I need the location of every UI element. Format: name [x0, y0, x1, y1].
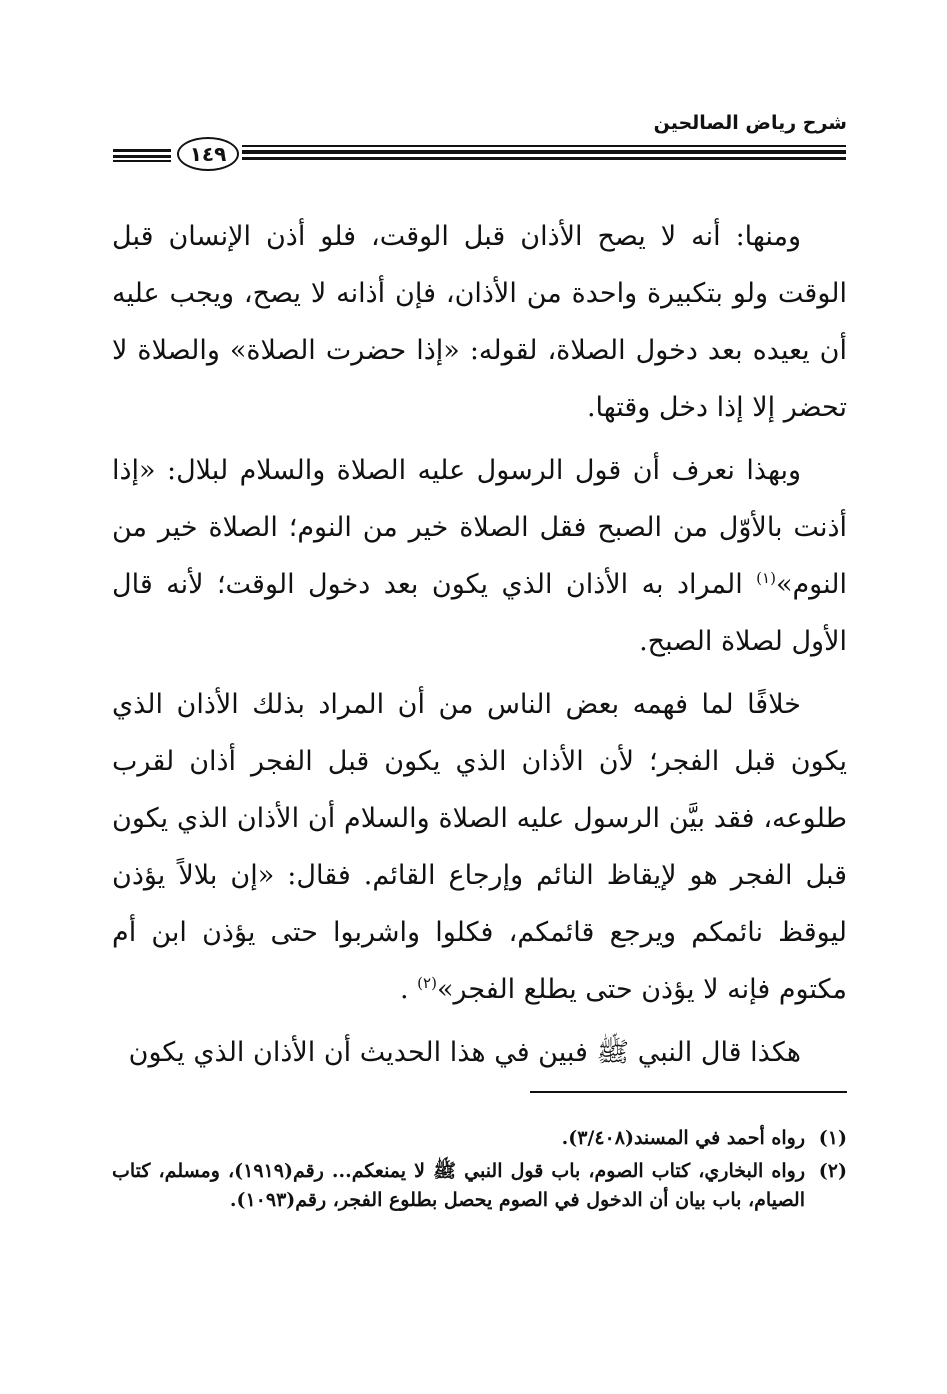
paragraph-1: ومنها: أنه لا يصح الأذان قبل الوقت، فلو أذن الإنسان قبل الوقت ولو بتكبيرة واحدة من الأذان، فإن أذانه لا يصح، ويجب عليه أن يعيده بعد دخول الصلاة، لقوله: «إذا حضرت الصلاة» والصلاة لا تحضر إلا إذا دخل وقتها.: [112, 221, 847, 423]
paragraph-4: هكذا قال النبي ﷺ فبين في هذا الحديث أن الأذان الذي يكون: [128, 1037, 801, 1068]
footnote-1: [112, 1124, 847, 1153]
page-number-badge: [177, 137, 239, 171]
header-rule-left: [113, 149, 171, 163]
paragraph-2-tail: المراد به الأذان الذي يكون بعد دخول الوقت؛ لأنه قال الأول لصلاة الصبح.: [112, 569, 847, 657]
paragraph-3-tail: .: [399, 974, 418, 1005]
footnote-text: رواه البخاري، كتاب الصوم، باب قول النبي ﷺ لا يمنعكم... رقم(١٩١٩)، ومسلم، كتاب الصيام، باب بيان أن الدخول في الصوم يحصل بطلوع الفجر، رقم(١٠٩٣).: [112, 1160, 805, 1211]
footnotes: [112, 1124, 847, 1219]
footnote-number: (١): [818, 1127, 847, 1149]
paragraph-2: [112, 442, 847, 670]
page-number: ١٤٩: [189, 142, 227, 166]
header-rule-right: [242, 145, 846, 163]
running-title: شرح رياض الصالحين: [653, 112, 847, 134]
footnote-text: رواه أحمد في المسند(٣/٤٠٨).: [561, 1127, 805, 1149]
paragraph-3: [112, 676, 847, 1018]
paragraph-2-text: وبهذا نعرف أن قول الرسول عليه الصلاة والسلام لبلال: «إذا أذنت بالأوّل من الصبح فقل الصلاة خير من النوم؛ الصلاة خير من النوم»: [112, 455, 847, 600]
paragraph-3-text: خلافًا لما فهمه بعض الناس من أن المراد بذلك الأذان الذي يكون قبل الفجر؛ لأن الأذان الذي يكون قبل الفجر أذان لقرب طلوعه، فقد بيَّن الرسول عليه الصلاة والسلام أن الأذان الذي يكون قبل الفجر هو لإيقاظ النائم وإرجاع القائم. فقال: «إن بلالاً يؤذن ليوقظ نائمكم ويرجع قائمكم، فكلوا واشربوا حتى يؤذن ابن أم مكتوم فإنه لا يؤذن حتى يطلع الفجر»: [112, 689, 847, 1005]
footnote-ref-2: (٢): [417, 974, 437, 992]
footnote-ref-1: (١): [756, 569, 776, 587]
footnote-separator: [530, 1091, 847, 1093]
footnote-2: [112, 1157, 847, 1215]
main-text: [112, 208, 847, 1087]
footnote-number: (٢): [818, 1160, 847, 1182]
